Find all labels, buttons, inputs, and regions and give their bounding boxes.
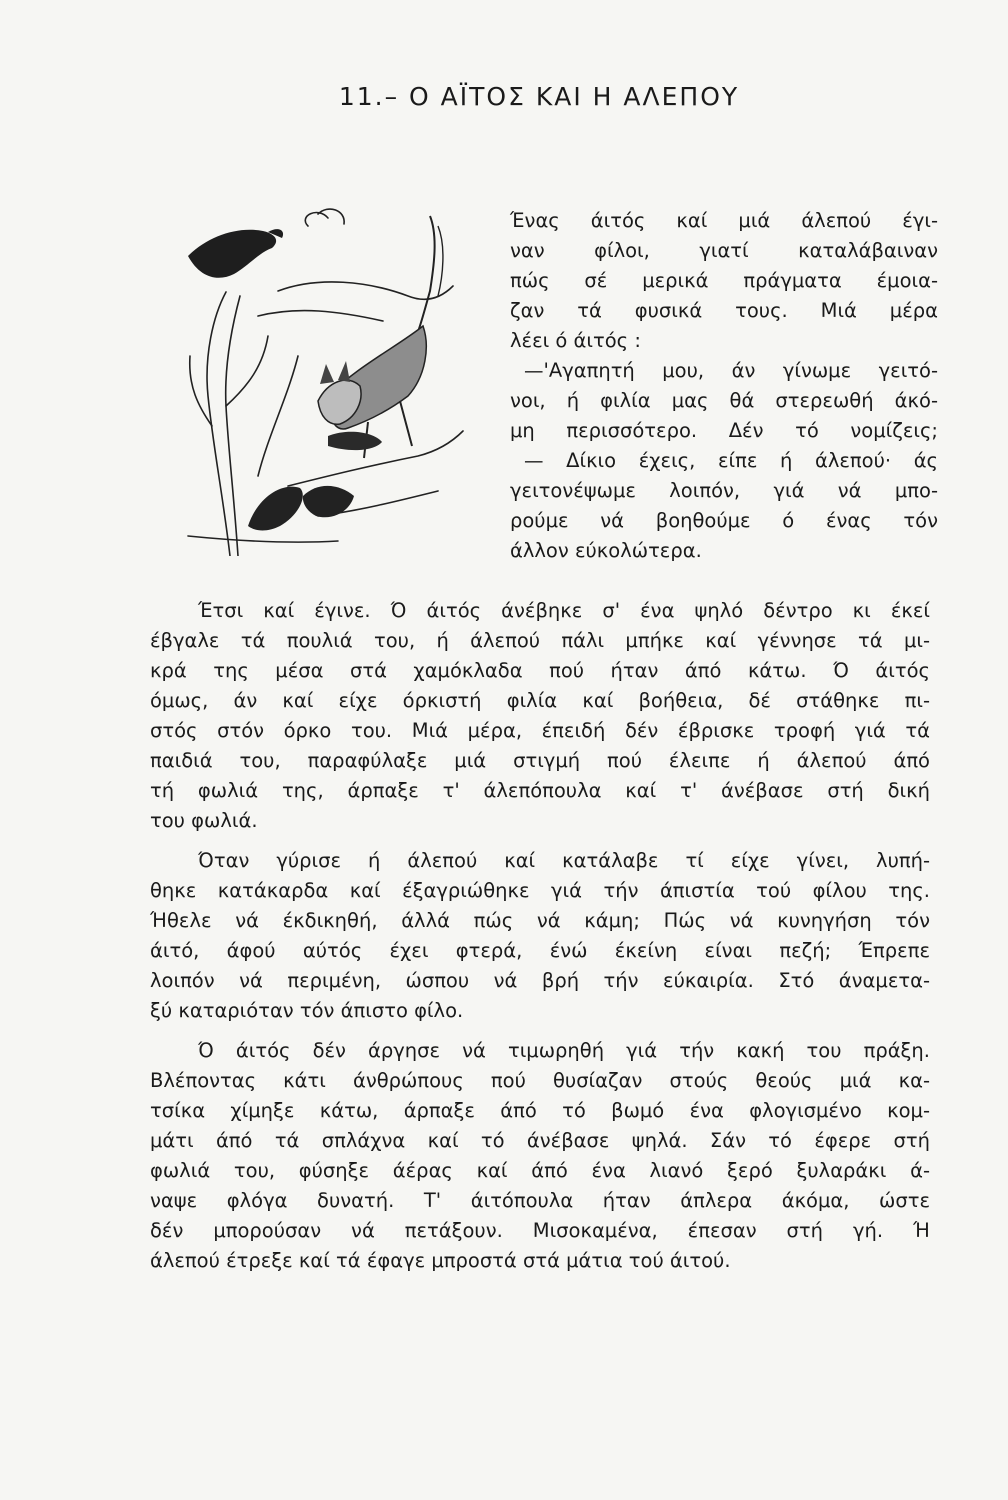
text-line: ναψε φλόγα δυνατή. Τ' άιτόπουλα ήταν άπλερα άκόμα, ώστε <box>150 1189 930 1212</box>
text-line: ζαν τά φυσικά τους. Μιά μέρα <box>510 299 938 322</box>
paragraph-1 <box>150 596 930 836</box>
text-line: λοιπόν νά περιμένη, ώσπου νά βρή τήν εύκαιρία. Στό άναμετα- <box>150 969 930 992</box>
text-line: ναν φίλοι, γιατί καταλάβαιναν <box>510 239 938 262</box>
text-line: άλλον εύκολώτερα. <box>510 539 702 562</box>
text-line: Βλέποντας κάτι άνθρώπους πού θυσίαζαν στούς θεούς μιά κα- <box>150 1069 930 1092</box>
text-line: Όταν γύρισε ή άλεπού καί κατάλαβε τί είχε γίνει, λυπή- <box>198 849 930 872</box>
eagle-icon <box>188 230 276 278</box>
eagle-fox-illustration <box>168 196 478 556</box>
text-line: άλεπού έτρεξε καί τά έφαγε μπροστά στά μάτια τού άιτού. <box>150 1249 731 1272</box>
text-line: τσίκα χίμηξε κάτω, άρπαξε άπό τό βωμό ένα φλογισμένο κομ- <box>150 1099 930 1122</box>
text-line: άιτό, άφού αύτός έχει φτερά, ένώ έκείνη είναι πεζή; Έπρεπε <box>150 939 930 962</box>
page-title: 11.– Ο ΑΪΤΟΣ ΚΑΙ Η ΑΛΕΠΟΥ <box>338 82 740 111</box>
fox-icon <box>318 216 443 458</box>
text-line: φωλιά του, φύσηξε άέρας καί άπό ένα λιανό ξερό ξυλαράκι ά- <box>150 1159 930 1182</box>
paragraph-2 <box>150 846 930 1026</box>
text-line: γειτονέψωμε λοιπόν, γιά νά μπο- <box>510 479 938 502</box>
text-line: νοι, ή φιλία μας θά στερεωθή άκό- <box>510 389 938 412</box>
text-line: έβγαλε τά πουλιά του, ή άλεπού πάλι μπήκε καί γέννησε τά μι- <box>150 629 930 652</box>
text-line: θηκε κατάκαρδα καί έξαγριώθηκε γιά τήν άπιστία τού φίλου της. <box>150 879 930 902</box>
text-line: λέει ό άιτός : <box>510 329 641 352</box>
text-line: Ήθελε νά έκδικηθή, άλλά πώς νά κάμη; Πώς νά κυνηγήση τόν <box>150 909 930 932</box>
text-line: παιδιά του, παραφύλαξε μιά στιγμή πού έλειπε ή άλεπού άπό <box>150 749 930 772</box>
text-line: πώς σέ μερικά πράγματα έμοια- <box>510 269 938 292</box>
text-line: όμως, άν καί είχε όρκιστή φιλία καί βοήθεια, δέ στάθηκε πι- <box>150 689 930 712</box>
text-line: του φωλιά. <box>150 809 258 832</box>
text-line: μάτι άπό τά σπλάχνα καί τό άνέβασε ψηλά. Σάν τό έφερε στή <box>150 1129 930 1152</box>
text-line: Ό άιτός δέν άργησε νά τιμωρηθή γιά τήν κακή του πράξη. <box>198 1039 930 1062</box>
text-line: — Δίκιο έχεις, είπε ή άλεπού· άς <box>524 449 938 472</box>
side-column-text <box>510 206 938 566</box>
text-line: μη περισσότερο. Δέν τό νομίζεις; <box>510 419 938 442</box>
text-line: Ένας άιτός καί μιά άλεπού έγι- <box>510 209 938 232</box>
text-line: κρά της μέσα στά χαμόκλαδα πού ήταν άπό κάτω. Ό άιτός <box>150 659 930 682</box>
text-line: δέν μπορούσαν νά πετάξουν. Μισοκαμένα, έπεσαν στή γή. Ή <box>150 1219 930 1242</box>
paragraph-3 <box>150 1036 930 1276</box>
text-line: ξύ καταριόταν τόν άπιστο φίλο. <box>150 999 464 1022</box>
text-line: στός στόν όρκο του. Μιά μέρα, έπειδή δέν έβρισκε τροφή γιά τά <box>150 719 930 742</box>
text-line: —'Αγαπητή μου, άν γίνωμε γειτό- <box>524 359 938 382</box>
text-line: ρούμε νά βοηθούμε ό ένας τόν <box>510 509 938 532</box>
eaglet-icon <box>303 486 354 517</box>
main-text <box>150 596 930 1276</box>
text-line: Έτσι καί έγινε. Ό άιτός άνέβηκε σ' ένα ψηλό δέντρο κι έκεί <box>198 599 930 622</box>
eaglet-icon <box>248 487 303 531</box>
text-line: τή φωλιά της, άρπαξε τ' άλεπόπουλα καί τ' άνέβασε στή δική <box>150 779 930 802</box>
